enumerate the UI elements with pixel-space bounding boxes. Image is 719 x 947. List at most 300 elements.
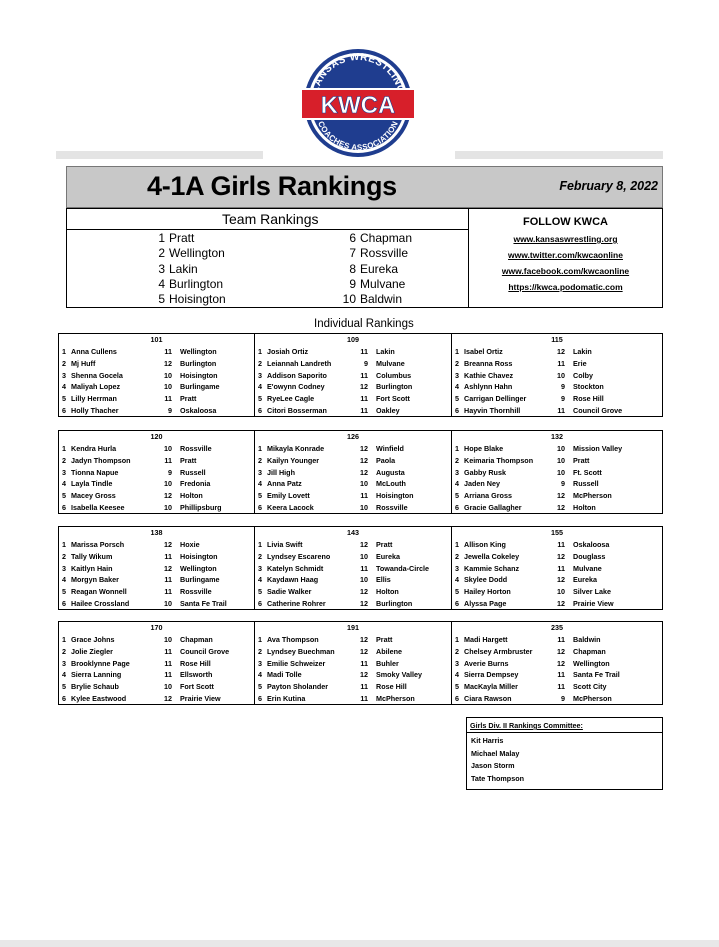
team-rank-name: Mulvane: [360, 276, 406, 291]
athlete-rank: 2: [455, 358, 459, 368]
athlete-name: Jadyn Thompson: [71, 455, 131, 465]
athlete-rank: 2: [258, 358, 262, 368]
committee-member: Jason Storm: [471, 761, 515, 770]
athlete-rank: 3: [62, 467, 66, 477]
athlete-row: [62, 478, 251, 490]
athlete-row: [62, 455, 251, 467]
athlete-grade: 12: [360, 382, 368, 392]
team-rank-number: 2: [158, 246, 165, 261]
athlete-name: Sadie Walker: [267, 587, 312, 597]
athlete-rank: 3: [455, 658, 459, 668]
athlete-school: Winfield: [376, 444, 404, 453]
athlete-school: Abilene: [376, 646, 402, 656]
athlete-row: [258, 393, 448, 405]
athlete-grade: 12: [360, 646, 368, 656]
athlete-name: Tally Wikum: [71, 551, 113, 561]
athlete-row: [62, 502, 251, 514]
athlete-row: [455, 381, 659, 393]
athlete-school: Russell: [180, 467, 206, 477]
athlete-grade: 11: [557, 406, 565, 415]
athlete-school: Rose Hill: [376, 682, 407, 692]
athlete-row: [258, 669, 448, 681]
athlete-rank: 6: [62, 694, 66, 703]
team-rank-number: 9: [349, 276, 356, 291]
athlete-name: Madi Tolle: [267, 670, 302, 680]
weight-class-column: [59, 334, 255, 416]
athlete-name: Hailey Horton: [464, 587, 511, 597]
athlete-name: Chelsey Armbruster: [464, 646, 533, 656]
athlete-grade: 10: [164, 370, 172, 380]
team-rank-name: Chapman: [360, 231, 413, 245]
athlete-row: [62, 551, 251, 563]
athlete-row: [258, 381, 448, 393]
athlete-school: Fort Scott: [180, 682, 214, 692]
individual-rankings-heading: Individual Rankings: [314, 318, 414, 330]
athlete-rank: 2: [455, 646, 459, 656]
athlete-name: Anna Patz: [267, 479, 302, 489]
logo-acronym: KWCA: [320, 92, 396, 119]
athlete-row: [62, 598, 251, 610]
athlete-name: Carrigan Dellinger: [464, 394, 527, 404]
athlete-grade: 10: [557, 455, 565, 465]
follow-link[interactable]: www.facebook.com/kwcaonline: [501, 266, 630, 276]
athlete-grade: 12: [164, 491, 172, 501]
athlete-grade: 11: [360, 563, 368, 573]
athlete-rank: 1: [455, 444, 459, 453]
athlete-row: [258, 658, 448, 670]
athlete-row: [455, 455, 659, 467]
athlete-rank: 5: [258, 682, 262, 692]
team-rank-number: 3: [158, 261, 165, 276]
athlete-row: [455, 658, 659, 670]
athlete-school: Council Grove: [180, 646, 230, 656]
athlete-school: Ft. Scott: [573, 467, 602, 477]
athlete-row: [455, 478, 659, 490]
athlete-rank: 5: [455, 394, 459, 404]
athlete-row: [62, 358, 251, 370]
weight-class-title: 170: [150, 623, 163, 632]
athlete-grade: 12: [360, 455, 368, 465]
athlete-row: [455, 669, 659, 681]
athlete-grade: 10: [164, 503, 172, 512]
athlete-name: Catherine Rohrer: [267, 599, 326, 608]
athlete-rank: 5: [258, 394, 262, 404]
athlete-rank: 3: [455, 467, 459, 477]
athlete-row: [62, 393, 251, 405]
title-band: [66, 166, 663, 208]
athlete-name: Tionna Napue: [71, 467, 119, 477]
athlete-rank: 2: [455, 551, 459, 561]
athlete-grade: 12: [360, 670, 368, 680]
athlete-rank: 4: [62, 575, 66, 585]
weight-class-column: [255, 622, 452, 704]
athlete-school: Fredonia: [180, 479, 211, 489]
athlete-name: Sierra Dempsey: [464, 670, 519, 680]
weight-class-column: [255, 527, 452, 609]
athlete-school: Scott City: [573, 682, 607, 692]
athlete-grade: 12: [360, 540, 368, 549]
athlete-grade: 12: [360, 444, 368, 453]
athlete-rank: 6: [258, 406, 262, 415]
athlete-row: [455, 551, 659, 563]
athlete-grade: 12: [360, 587, 368, 597]
athlete-school: Oakley: [376, 406, 400, 415]
athlete-rank: 4: [258, 670, 262, 680]
athlete-name: Macey Gross: [71, 491, 116, 501]
athlete-grade: 9: [561, 479, 565, 489]
athlete-row: [258, 563, 448, 575]
athlete-name: Kylee Eastwood: [71, 694, 127, 703]
athlete-school: Rossville: [376, 503, 408, 512]
athlete-school: Fort Scott: [376, 394, 410, 404]
athlete-school: Wellington: [573, 658, 610, 668]
weight-class-title: 191: [347, 623, 359, 632]
kwca-logo: [297, 47, 419, 159]
athlete-name: Morgyn Baker: [71, 575, 119, 585]
athlete-school: Eureka: [573, 575, 597, 585]
athlete-rank: 4: [258, 479, 262, 489]
athlete-name: Grace Johns: [71, 635, 115, 644]
logo-arc-text: ANSAS WRESTLIN: [312, 51, 404, 88]
team-rank-name: Wellington: [169, 246, 225, 261]
weight-class-title: 109: [347, 335, 359, 344]
athlete-grade: 10: [557, 444, 565, 453]
athlete-school: Prairie View: [573, 599, 614, 608]
athlete-school: Wellington: [180, 347, 217, 356]
athlete-name: Maliyah Lopez: [71, 382, 121, 392]
athlete-grade: 9: [561, 694, 565, 703]
athlete-grade: 11: [164, 670, 172, 680]
athlete-school: Hoisington: [180, 551, 218, 561]
athlete-school: Hoisington: [376, 491, 414, 501]
athlete-name: Erin Kutina: [267, 694, 306, 703]
athlete-row: [455, 358, 659, 370]
athlete-name: Addison Saporito: [267, 370, 327, 380]
athlete-grade: 11: [164, 347, 172, 356]
athlete-name: Reagan Wonnell: [71, 587, 127, 597]
follow-link[interactable]: www.kansaswrestling.org: [513, 234, 618, 244]
athlete-name: RyeLee Cagle: [267, 394, 315, 404]
athlete-school: McPherson: [573, 491, 612, 501]
athlete-school: Stockton: [573, 382, 604, 392]
athlete-rank: 5: [455, 682, 459, 692]
athlete-rank: 1: [455, 347, 459, 356]
athlete-school: Phillipsburg: [180, 503, 222, 512]
athlete-rank: 4: [455, 670, 459, 680]
athlete-name: Lyndsey Escareno: [267, 551, 331, 561]
athlete-school: Buhler: [376, 658, 399, 668]
athlete-name: Layla Tindle: [71, 479, 113, 489]
athlete-school: Ellis: [376, 575, 391, 585]
athlete-row: [455, 681, 659, 693]
athlete-row: [455, 490, 659, 502]
header-rule-right: [455, 151, 663, 159]
athlete-row: [455, 370, 659, 382]
athlete-school: Burlingame: [180, 575, 220, 585]
athlete-grade: 10: [360, 479, 368, 489]
athlete-grade: 12: [360, 599, 368, 608]
athlete-grade: 11: [360, 370, 368, 380]
athlete-grade: 12: [557, 491, 565, 501]
athlete-school: Hoxie: [180, 540, 200, 549]
athlete-rank: 2: [258, 551, 262, 561]
weight-class-column: [452, 431, 662, 513]
athlete-row: [62, 539, 251, 551]
athlete-grade: 11: [360, 658, 368, 668]
athlete-row: [258, 478, 448, 490]
athlete-grade: 11: [557, 670, 565, 680]
athlete-name: Sierra Lanning: [71, 670, 122, 680]
athlete-grade: 11: [360, 394, 368, 404]
athlete-school: Mulvane: [573, 563, 602, 573]
athlete-row: [62, 681, 251, 693]
athlete-rank: 4: [62, 382, 66, 392]
athlete-name: Ava Thompson: [267, 635, 319, 644]
athlete-grade: 11: [557, 540, 565, 549]
athlete-name: Jewella Cokeley: [464, 551, 520, 561]
athlete-grade: 11: [360, 682, 368, 692]
athlete-school: Columbus: [376, 370, 412, 380]
follow-link[interactable]: www.twitter.com/kwcaonline: [508, 250, 623, 260]
weight-class-title: 235: [551, 623, 563, 632]
team-rank-number: 8: [349, 261, 356, 276]
athlete-row: [62, 646, 251, 658]
athlete-rank: 1: [258, 635, 262, 644]
athlete-grade: 12: [360, 635, 368, 644]
athlete-rank: 4: [258, 382, 262, 392]
athlete-grade: 11: [164, 575, 172, 585]
athlete-rank: 5: [62, 682, 66, 692]
athlete-rank: 4: [258, 575, 262, 585]
athlete-grade: 10: [164, 444, 172, 453]
committee-box: [466, 717, 663, 790]
header-rule-left: [56, 151, 263, 159]
athlete-row: [62, 346, 251, 358]
athlete-grade: 10: [557, 370, 565, 380]
athlete-rank: 2: [62, 358, 66, 368]
athlete-grade: 11: [164, 394, 172, 404]
weight-class-title: 101: [150, 335, 163, 344]
athlete-name: E'owynn Codney: [267, 382, 325, 392]
athlete-name: Keimaria Thompson: [464, 455, 534, 465]
athlete-school: Burlington: [376, 382, 413, 392]
athlete-rank: 6: [62, 599, 66, 608]
athlete-row: [258, 370, 448, 382]
athlete-rank: 4: [455, 479, 459, 489]
athlete-school: Baldwin: [573, 635, 601, 644]
athlete-row: [258, 455, 448, 467]
athlete-row: [455, 598, 659, 610]
follow-link[interactable]: https://kwca.podomatic.com: [508, 282, 623, 292]
athlete-grade: 10: [360, 575, 368, 585]
athlete-name: Holly Thacher: [71, 406, 119, 415]
athlete-name: Livia Swift: [267, 540, 303, 549]
athlete-school: Russell: [573, 479, 599, 489]
weight-class-title: 132: [551, 432, 563, 441]
athlete-grade: 12: [164, 694, 172, 703]
athlete-rank: 6: [455, 599, 459, 608]
athlete-school: Prairie View: [180, 694, 221, 703]
weight-block: [58, 333, 663, 417]
athlete-grade: 12: [557, 658, 565, 668]
athlete-rank: 3: [62, 563, 66, 573]
athlete-school: Burlingame: [180, 382, 220, 392]
athlete-row: [455, 693, 659, 705]
athlete-name: Madi Hargett: [464, 635, 508, 644]
athlete-row: [258, 574, 448, 586]
athlete-name: Mj Huff: [71, 358, 96, 368]
athlete-school: Pratt: [180, 455, 197, 465]
athlete-school: Douglass: [573, 551, 606, 561]
athlete-name: Jill High: [267, 467, 295, 477]
athlete-name: Alyssa Page: [464, 599, 507, 608]
athlete-name: Citori Bosserman: [267, 406, 327, 415]
team-rankings-heading: Team Rankings: [222, 211, 319, 227]
athlete-school: Pratt: [573, 455, 590, 465]
athlete-name: Payton Sholander: [267, 682, 329, 692]
athlete-grade: 12: [557, 347, 565, 356]
athlete-row: [258, 598, 448, 610]
athlete-row: [258, 586, 448, 598]
athlete-school: Smoky Valley: [376, 670, 422, 680]
athlete-grade: 12: [557, 646, 565, 656]
athlete-row: [455, 443, 659, 455]
athlete-row: [258, 443, 448, 455]
athlete-school: Rose Hill: [180, 658, 211, 668]
athlete-name: Katelyn Schmidt: [267, 563, 324, 573]
athlete-rank: 5: [62, 587, 66, 597]
weight-class-column: [59, 622, 255, 704]
athlete-school: Erie: [573, 358, 587, 368]
athlete-rank: 5: [62, 394, 66, 404]
athlete-row: [62, 563, 251, 575]
weight-class-title: 143: [347, 528, 359, 537]
athlete-school: Council Grove: [573, 406, 623, 415]
athlete-school: Mulvane: [376, 358, 405, 368]
athlete-rank: 3: [62, 370, 66, 380]
athlete-name: Kaydawn Haag: [267, 575, 319, 585]
athlete-grade: 11: [164, 551, 172, 561]
team-rank-number: 5: [158, 292, 165, 307]
athlete-grade: 10: [557, 587, 565, 597]
athlete-grade: 12: [164, 358, 172, 368]
athlete-school: Lakin: [573, 347, 592, 356]
athlete-rank: 1: [62, 347, 66, 356]
athlete-grade: 11: [164, 455, 172, 465]
athlete-school: Rose Hill: [573, 394, 604, 404]
athlete-rank: 5: [258, 587, 262, 597]
team-rank-name: Baldwin: [360, 292, 403, 307]
athlete-row: [258, 490, 448, 502]
athlete-rank: 3: [258, 370, 262, 380]
athlete-grade: 11: [164, 658, 172, 668]
athlete-rank: 6: [258, 599, 262, 608]
athlete-rank: 1: [258, 444, 262, 453]
athlete-row: [62, 370, 251, 382]
athlete-rank: 1: [62, 444, 66, 453]
athlete-name: Gabby Rusk: [464, 467, 506, 477]
athlete-school: Lakin: [376, 347, 395, 356]
athlete-row: [258, 346, 448, 358]
athlete-grade: 10: [557, 467, 565, 477]
athlete-grade: 10: [164, 382, 172, 392]
team-rank-name: Eureka: [360, 261, 399, 276]
athlete-school: Holton: [376, 587, 399, 597]
athlete-rank: 1: [455, 540, 459, 549]
athlete-grade: 9: [364, 358, 368, 368]
athlete-school: Colby: [573, 370, 593, 380]
athlete-grade: 11: [360, 694, 368, 703]
athlete-school: Holton: [573, 503, 596, 512]
athlete-row: [455, 467, 659, 479]
athlete-grade: 12: [360, 467, 368, 477]
athlete-grade: 10: [360, 551, 368, 561]
athlete-row: [258, 405, 448, 417]
team-rank-number: 7: [349, 246, 356, 261]
athlete-grade: 11: [164, 587, 172, 597]
athlete-school: McLouth: [376, 479, 406, 489]
weight-block: [58, 621, 663, 705]
athlete-rank: 2: [258, 455, 262, 465]
athlete-school: Silver Lake: [573, 587, 611, 597]
athlete-rank: 4: [62, 670, 66, 680]
athlete-rank: 5: [258, 491, 262, 501]
athlete-rank: 5: [455, 587, 459, 597]
athlete-school: Wellington: [180, 563, 217, 573]
athlete-name: Ashlynn Hahn: [464, 382, 513, 392]
athlete-school: Oskaloosa: [180, 406, 217, 415]
weight-class-title: 126: [347, 432, 359, 441]
athlete-row: [62, 405, 251, 417]
athlete-rank: 2: [62, 646, 66, 656]
athlete-grade: 11: [557, 358, 565, 368]
athlete-school: Burlington: [376, 599, 413, 608]
weight-class-column: [59, 527, 255, 609]
athlete-row: [258, 358, 448, 370]
athlete-grade: 10: [164, 635, 172, 644]
athlete-row: [62, 443, 251, 455]
athlete-row: [258, 681, 448, 693]
athlete-rank: 3: [455, 563, 459, 573]
athlete-row: [455, 346, 659, 358]
athlete-rank: 1: [258, 540, 262, 549]
athlete-school: Pratt: [376, 635, 393, 644]
athlete-row: [455, 393, 659, 405]
athlete-row: [258, 467, 448, 479]
athlete-row: [62, 634, 251, 646]
athlete-name: Kaitlyn Hain: [71, 563, 113, 573]
athlete-school: Santa Fe Trail: [573, 670, 620, 680]
athlete-rank: 3: [258, 467, 262, 477]
weight-class-title: 115: [551, 335, 563, 344]
athlete-name: Leiannah Landreth: [267, 358, 332, 368]
athlete-grade: 12: [557, 503, 565, 512]
athlete-rank: 1: [62, 635, 66, 644]
athlete-name: Ciara Rawson: [464, 694, 512, 703]
athlete-row: [62, 574, 251, 586]
athlete-rank: 4: [455, 382, 459, 392]
athlete-grade: 12: [164, 563, 172, 573]
athlete-rank: 5: [455, 491, 459, 501]
athlete-name: Gracie Gallagher: [464, 503, 522, 512]
athlete-rank: 6: [455, 503, 459, 512]
athlete-row: [62, 693, 251, 705]
team-heading-rule: [67, 229, 468, 230]
weight-class-column: [452, 527, 662, 609]
follow-title: FOLLOW KWCA: [523, 216, 608, 228]
athlete-row: [455, 646, 659, 658]
athlete-school: Burlington: [180, 358, 217, 368]
